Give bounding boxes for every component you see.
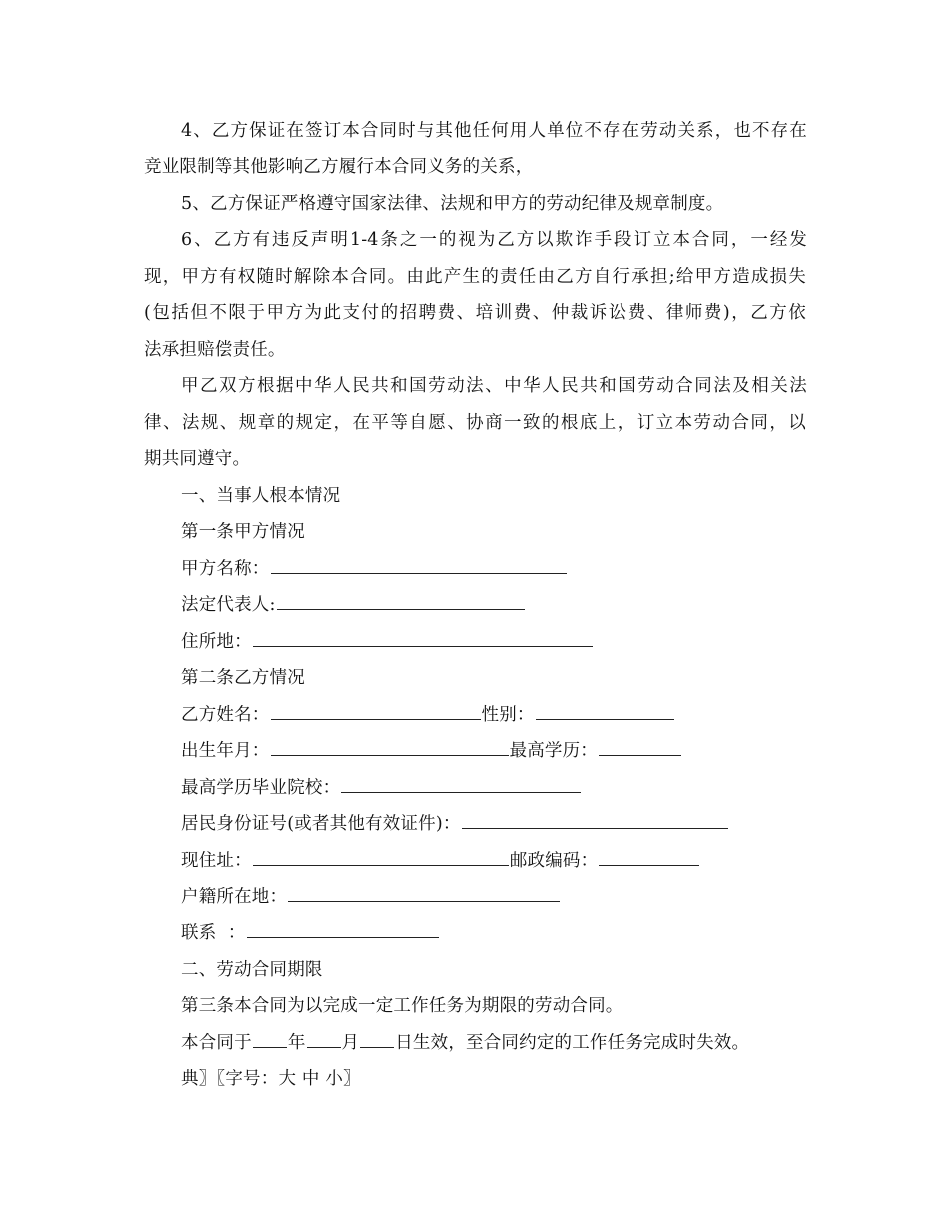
effective-suffix: 日生效，至合同约定的工作任务完成时失效。 [395, 1033, 750, 1053]
party-b-name-field[interactable] [271, 700, 481, 720]
article-2-title: 第二条乙方情况 [181, 668, 305, 688]
birth-label: 出生年月： [181, 741, 270, 761]
party-b-name-label: 乙方姓名： [181, 705, 270, 725]
effective-year-field[interactable] [253, 1028, 287, 1048]
article-3-text: 第三条本合同为以完成一定工作任务为期限的劳动合同。 [181, 996, 624, 1016]
id-row [181, 809, 729, 839]
paragraph-4-line-1: 4、乙方保证在签订本合同时与其他任何用人单位不存在劳动关系，也不存在 [181, 121, 807, 141]
legal-rep-field[interactable] [277, 590, 525, 610]
paragraph-6-line-1: 6、乙方有违反声明1-4条之一的视为乙方以欺诈手段订立本合同，一经发 [181, 230, 807, 250]
birth-row [181, 736, 682, 766]
gender-label: 性别： [481, 705, 535, 725]
gender-field[interactable] [536, 700, 674, 720]
school-field[interactable] [341, 773, 581, 793]
current-address-row [181, 846, 700, 876]
effective-prefix: 本合同于 [181, 1033, 252, 1053]
contact-row [181, 918, 440, 948]
effective-day-field[interactable] [360, 1028, 394, 1048]
legal-rep-label: 法定代表人: [181, 595, 276, 615]
education-field[interactable] [599, 736, 681, 756]
section-2-heading: 二、劳动合同期限 [181, 960, 323, 980]
font-size-note: 典〗〖字号：大 中 小〗 [181, 1069, 361, 1089]
id-field[interactable] [462, 809, 728, 829]
household-field[interactable] [288, 882, 560, 902]
paragraph-5-line-1: 5、乙方保证严格遵守国家法律、法规和甲方的劳动纪律及规章制度。 [181, 194, 724, 214]
intro-line-1: 甲乙双方根据中华人民共和国劳动法、中华人民共和国劳动合同法及相关法 [181, 376, 807, 396]
birth-field[interactable] [271, 736, 509, 756]
contact-field[interactable] [247, 918, 439, 938]
party-a-name-row [181, 554, 568, 584]
postcode-label: 邮政编码： [509, 851, 599, 871]
school-row [181, 773, 582, 803]
party-b-name-row [181, 700, 675, 730]
contact-label: 联系 ： [181, 923, 246, 943]
paragraph-6-line-3: (包括但不限于甲方为此支付的招聘费、培训费、仲裁诉讼费、律师费)，乙方依 [144, 303, 806, 323]
party-a-name-label: 甲方名称： [181, 559, 270, 579]
id-label: 居民身份证号(或者其他有效证件)： [181, 814, 461, 834]
article-1-title: 第一条甲方情况 [181, 522, 305, 542]
paragraph-4-line-2: 竞业限制等其他影响乙方履行本合同义务的关系， [144, 157, 534, 177]
party-a-address-field[interactable] [253, 627, 593, 647]
effective-month-field[interactable] [307, 1028, 341, 1048]
paragraph-6-line-4: 法承担赔偿责任。 [144, 340, 286, 360]
school-label: 最高学历毕业院校： [181, 778, 341, 798]
household-label: 户籍所在地： [181, 887, 288, 907]
effective-date-row [181, 1028, 749, 1058]
party-a-address-label: 住所地： [181, 632, 252, 652]
household-row [181, 882, 561, 912]
section-1-heading: 一、当事人根本情况 [181, 486, 341, 506]
intro-line-2: 律、法规、规章的规定，在平等自愿、协商一致的根底上，订立本劳动合同，以 [144, 413, 806, 433]
paragraph-6-line-2: 现，甲方有权随时解除本合同。由此产生的责任由乙方自行承担;给甲方造成损失 [144, 267, 806, 287]
current-address-field[interactable] [253, 846, 509, 866]
intro-line-3: 期共同遵守。 [144, 449, 251, 469]
party-a-address-row [181, 627, 594, 657]
current-address-label: 现住址： [181, 851, 252, 871]
postcode-field[interactable] [599, 846, 699, 866]
party-a-name-field[interactable] [271, 554, 567, 574]
education-label: 最高学历： [509, 741, 598, 761]
effective-year-label: 年 [287, 1033, 306, 1053]
effective-month-label: 月 [341, 1033, 360, 1053]
legal-rep-row [181, 590, 526, 620]
